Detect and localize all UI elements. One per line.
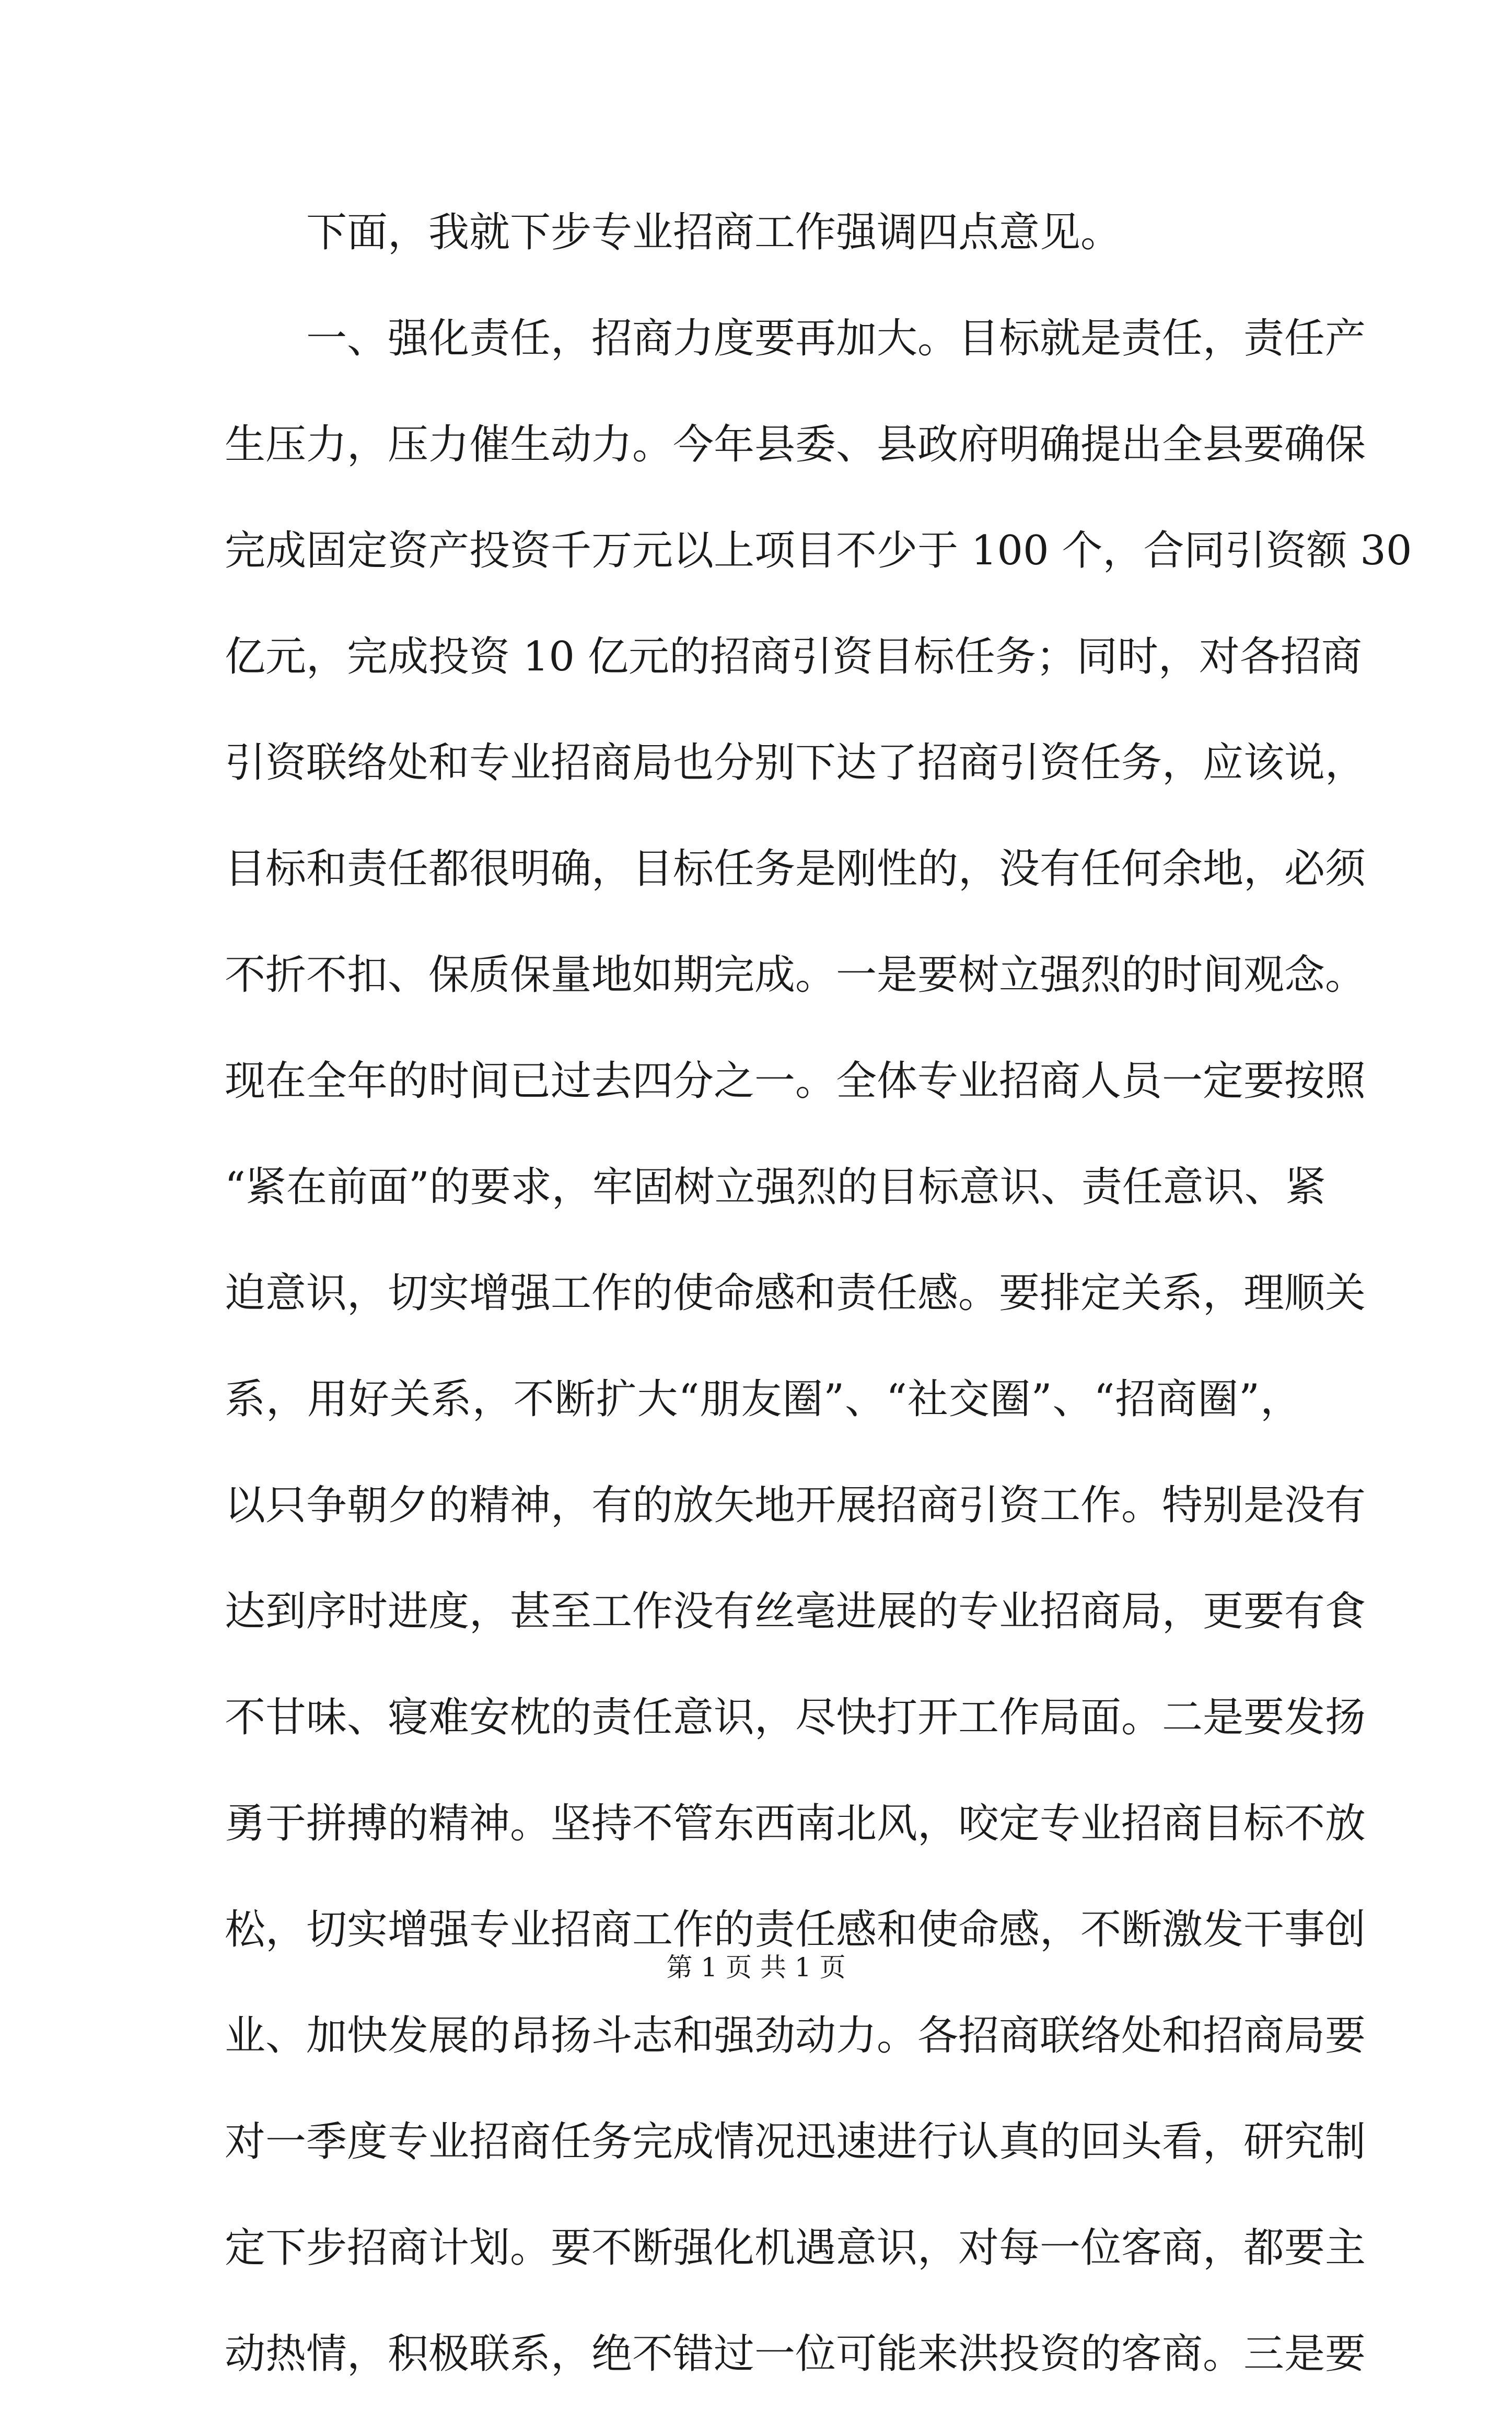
paragraph-line: 业、加快发展的昂扬斗志和强劲动力。各招商联络处和招商局要 [225,2012,1366,2059]
paragraph-line: 对一季度专业招商任务完成情况迅速进行认真的回头看，研究制 [225,2118,1366,2165]
paragraph-line: 引资联络处和专业招商局也分别下达了招商引资任务，应该说， [225,739,1366,786]
paragraph-line: 不折不扣、保质保量地如期完成。一是要树立强烈的时间观念。 [225,952,1366,999]
paragraph-line: 目标和责任都很明确，目标任务是刚性的，没有任何余地，必须 [225,845,1366,893]
paragraph-line: 迫意识，切实增强工作的使命感和责任感。要排定关系，理顺关 [225,1270,1366,1317]
paragraph-line: 达到序时进度，甚至工作没有丝毫进展的专业招商局，更要有食 [225,1588,1366,1635]
paragraph-line: 动热情，积极联系，绝不错过一位可能来洪投资的客商。三是要 [225,2331,1366,2378]
paragraph-line: 定下步招商计划。要不断强化机遇意识，对每一位客商，都要主 [225,2224,1366,2271]
paragraph-line: 系，用好关系，不断扩大“朋友圈”、“社交圈”、“招商圈”， [225,1376,1301,1423]
document-body [225,206,1412,2434]
paragraph-line: 一、强化责任，招商力度要再加大。目标就是责任，责任产 [306,315,1366,362]
paragraph-line: 不甘味、寝难安枕的责任意识，尽快打开工作局面。二是要发扬 [225,1694,1366,1741]
paragraph-line: 生压力，压力催生动力。今年县委、县政府明确提出全县要确保 [225,421,1366,468]
paragraph-line: “紧在前面”的要求，牢固树立强烈的目标意识、责任意识、紧 [225,1164,1326,1211]
paragraph-line: 松，切实增强专业招商工作的责任感和使命感，不断激发干事创 [225,1906,1366,1953]
paragraph-line: 勇于拼搏的精神。坚持不管东西南北风，咬定专业招商目标不放 [225,1800,1366,1847]
paragraph-line: 亿元，完成投资 10 亿元的招商引资目标任务；同时，对各招商 [225,633,1362,680]
page-footer: 第 1 页 共 1 页 [666,1952,846,1983]
paragraph-line: 完成固定资产投资千万元以上项目不少于 100 个，合同引资额 30 [225,527,1412,574]
paragraph-line: 现在全年的时间已过去四分之一。全体专业招商人员一定要按照 [225,1058,1366,1105]
intro-paragraph: 下面，我就下步专业招商工作强调四点意见。 [306,209,1122,256]
paragraph-line: 以只争朝夕的精神，有的放矢地开展招商引资工作。特别是没有 [225,1482,1366,1529]
